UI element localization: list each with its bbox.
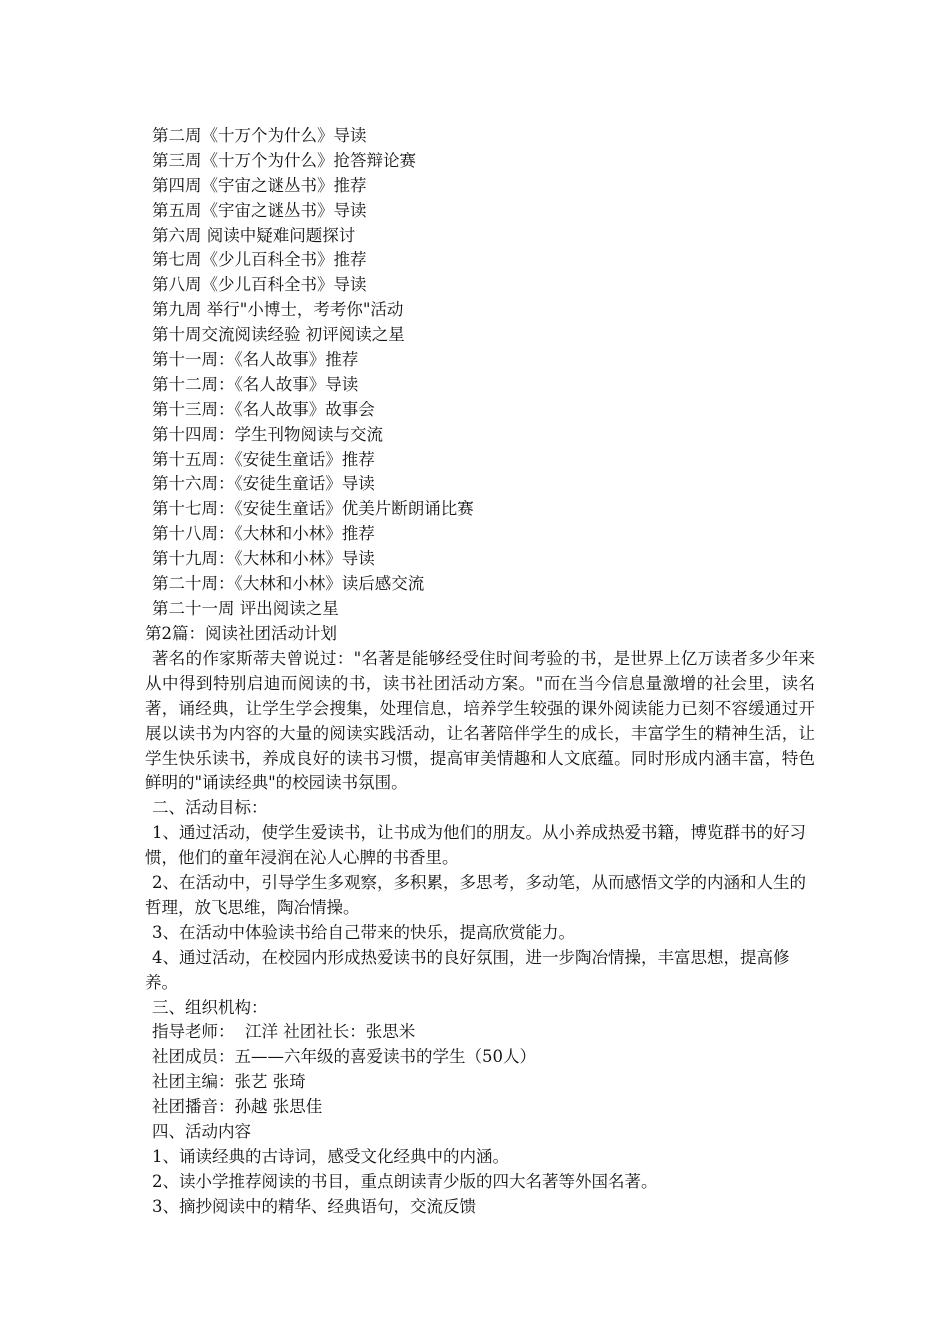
- reading-club-plan: [145, 622, 815, 1220]
- schedule-line: 第十二周：《名人故事》导读: [152, 374, 359, 394]
- schedule-line: 第十周交流阅读经验 初评阅读之星: [152, 325, 405, 345]
- intro-paragraph: 著名的作家斯蒂夫曾说过："名著是能够经受住时间考验的书，是世界上亿万读者多少年来从中得到特别启迪而阅读的书，读书社团活动方案。"而在当今信息量激增的社会里，读名著，诵经典，让学生学会搜集，处理信息，培养学生较强的课外阅读能力已刻不容缓通过开展以读书为内容的大量的阅读实践活动，让名著陪伴学生的成长，丰富学生的精神生活，让学生快乐读书，养成良好的读书习惯，提高审美情趣和人文底蕴。同时形成内涵丰富，特色鲜明的"诵读经典"的校园读书氛围。: [145, 648, 815, 793]
- goal-item: 2、在活动中，引导学生多观察，多积累，多思考，多动笔，从而感悟文学的内涵和人生的哲理，放飞思维，陶冶情操。: [145, 873, 806, 917]
- section-title: 第2篇：阅读社团活动计划: [145, 624, 337, 643]
- schedule-line: 第五周《宇宙之谜丛书》导读: [152, 200, 367, 220]
- schedule-line: 第十四周：学生刊物阅读与交流: [152, 424, 383, 444]
- schedule-line: 第三周《十万个为什么》抢答辩论赛: [152, 150, 416, 170]
- content-item: 3、摘抄阅读中的精华、经典语句，交流反馈: [152, 1196, 476, 1216]
- org-line: 社团播音：孙越 张思佳: [152, 1097, 323, 1117]
- schedule-line: 第十七周：《安徒生童话》优美片断朗诵比赛: [152, 499, 474, 519]
- goal-item: 3、在活动中体验读书给自己带来的快乐，提高欣赏能力。: [152, 922, 575, 942]
- schedule-line: 第二周《十万个为什么》导读: [152, 126, 367, 145]
- schedule-line: 第二十一周 评出阅读之星: [152, 598, 339, 618]
- schedule-line: 第四周《宇宙之谜丛书》推荐: [152, 175, 367, 195]
- goal-item: 1、通过活动，使学生爱读书，让书成为他们的朋友。从小养成热爱书籍，博览群书的好习惯，他们的童年浸润在沁人心脾的书香里。: [145, 823, 806, 868]
- org-line: 指导老师： 江洋 社团社长：张思米: [152, 1022, 416, 1042]
- goal-item: 4、通过活动，在校园内形成热爱读书的良好氛围，进一步陶冶情操，丰富思想，提高修养。: [145, 947, 790, 992]
- weekly-schedule: [152, 124, 474, 622]
- goals-heading: 二、活动目标：: [152, 798, 268, 818]
- schedule-line: 第七周《少儿百科全书》推荐: [152, 250, 367, 270]
- org-line: 社团主编：张艺 张琦: [152, 1072, 306, 1092]
- org-line: 社团成员：五——六年级的喜爱读书的学生（50人）: [152, 1047, 536, 1067]
- schedule-line: 第十三周：《名人故事》故事会: [152, 399, 375, 419]
- schedule-line: 第十八周：《大林和小林》推荐: [152, 524, 375, 544]
- schedule-line: 第十五周：《安徒生童话》推荐: [152, 449, 375, 469]
- schedule-line: 第十九周：《大林和小林》导读: [152, 549, 375, 569]
- content-item: 1、诵读经典的古诗词，感受文化经典中的内涵。: [152, 1147, 509, 1167]
- schedule-line: 第十一周：《名人故事》推荐: [152, 350, 359, 370]
- schedule-line: 第二十周：《大林和小林》读后感交流: [152, 574, 425, 594]
- content-heading: 四、活动内容: [152, 1122, 251, 1142]
- content-item: 2、读小学推荐阅读的书目，重点朗读青少版的四大名著等外国名著。: [152, 1171, 658, 1191]
- schedule-line: 第十六周：《安徒生童话》导读: [152, 474, 375, 494]
- org-heading: 三、组织机构：: [152, 997, 268, 1017]
- schedule-line: 第八周《少儿百科全书》导读: [152, 275, 367, 295]
- schedule-line: 第六周 阅读中疑难问题探讨: [152, 225, 356, 245]
- schedule-line: 第九周 举行"小博士，考考你"活动: [152, 300, 404, 320]
